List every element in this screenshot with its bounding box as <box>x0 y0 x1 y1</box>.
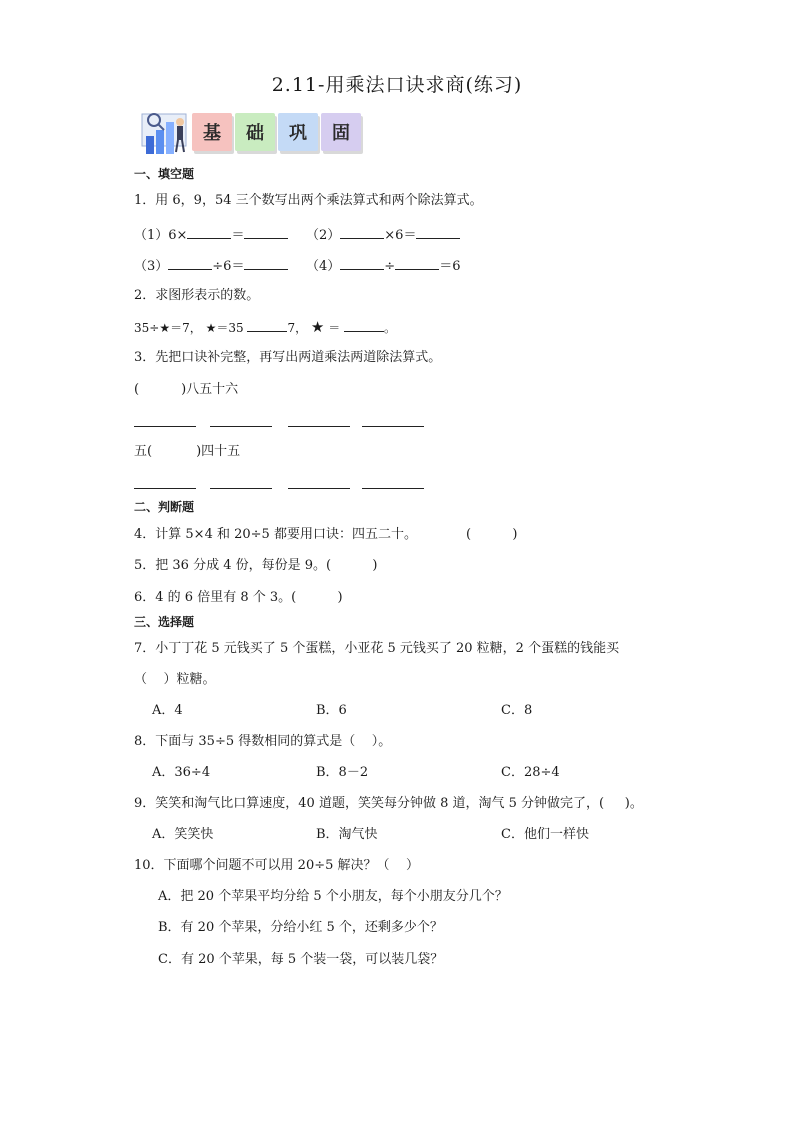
answer-line[interactable] <box>134 426 196 427</box>
question-7-stem-line-2: （ ）粒糖。 <box>134 672 216 687</box>
question-9-stem: 9．笑笑和淘气比口算速度，40 道题，笑笑每分钟做 8 道，淘气 5 分钟做完了，( )。 <box>134 796 643 811</box>
question-1-part-3 <box>134 257 288 275</box>
star-icon: ★ <box>205 321 217 335</box>
page-title: 2.11-用乘法口诀求商(练习) <box>271 74 523 96</box>
section-heading-true-false: 二、判断题 <box>134 500 195 514</box>
question-8-stem: 8．下面与 35÷5 得数相同的算式是（ ）。 <box>134 734 392 749</box>
q1-part4-prefix: （4） <box>306 259 341 274</box>
q1-part1-equals: ＝ <box>231 228 245 243</box>
banner-char-2: 础 <box>235 113 275 151</box>
q1-part4-suffix: ＝6 <box>439 259 461 274</box>
q1-part4-op: ÷ <box>384 259 396 274</box>
question-1-part-4 <box>306 257 460 275</box>
q1-part3-prefix: （3） <box>134 259 169 274</box>
question-1-part-1 <box>134 226 288 244</box>
question-7-stem-line-1: 7．小丁丁花 5 元钱买了 5 个蛋糕，小亚花 5 元钱买了 20 粒糖，2 个蛋糕的钱能买 <box>134 641 620 656</box>
section-banner <box>134 108 384 158</box>
question-1-part-2 <box>306 226 460 244</box>
q2-text-2: ＝7， <box>170 321 202 335</box>
student-at-board-icon <box>134 108 192 158</box>
q3-rhyme2-open: 五( <box>134 444 153 459</box>
answer-line[interactable] <box>288 488 350 489</box>
option-b[interactable]: B．6 <box>316 703 347 718</box>
answer-blank[interactable] <box>340 226 384 239</box>
section-heading-fill-in: 一、填空题 <box>134 167 195 181</box>
answer-line[interactable] <box>134 488 196 489</box>
option-c[interactable]: C．8 <box>501 703 533 718</box>
answer-blank[interactable] <box>168 257 212 270</box>
option-b[interactable]: B．有 20 个苹果，分给小红 5 个，还剩多少个？ <box>158 920 443 935</box>
banner-char-3: 巩 <box>278 113 318 151</box>
q3-rhyme1-open: ( <box>134 382 140 397</box>
answer-blank[interactable] <box>247 319 287 332</box>
q1-part1-prefix: （1）6× <box>134 228 188 243</box>
option-a[interactable]: A．36÷4 <box>152 765 211 780</box>
option-b[interactable]: B．8－2 <box>316 765 369 780</box>
answer-line[interactable] <box>362 488 424 489</box>
option-c[interactable]: C．28÷4 <box>501 765 560 780</box>
answer-blank[interactable] <box>344 319 384 332</box>
option-a[interactable]: A．把 20 个苹果平均分给 5 个小朋友，每个小朋友分几个？ <box>158 889 508 904</box>
answer-line[interactable] <box>362 426 424 427</box>
q2-text-4: 7， <box>287 321 308 335</box>
answer-line[interactable] <box>210 426 272 427</box>
question-3-rhyme-2 <box>134 444 240 460</box>
answer-blank[interactable] <box>244 257 288 270</box>
answer-paren[interactable]: ( ) <box>466 527 518 542</box>
answer-line[interactable] <box>210 488 272 489</box>
q3-rhyme2-close: )四十五 <box>196 444 241 459</box>
banner-char-1: 基 <box>192 113 232 151</box>
question-10-stem: 10．下面哪个问题不可以用 20÷5 解决？（ ） <box>134 858 420 873</box>
answer-blank[interactable] <box>244 226 288 239</box>
answer-line[interactable] <box>288 426 350 427</box>
star-icon: ★ <box>159 321 171 335</box>
star-icon: ★ <box>310 318 325 336</box>
question-3-stem: 3．先把口诀补完整，再写出两道乘法两道除法算式。 <box>134 350 442 365</box>
question-1-stem: 1．用 6，9，54 三个数写出两个乘法算式和两个除法算式。 <box>134 193 483 208</box>
q3-rhyme1-close: )八五十六 <box>181 382 239 397</box>
question-5-stem: 5．把 36 分成 4 份，每份是 9。( ) <box>134 558 378 573</box>
q1-part2-prefix: （2） <box>306 228 341 243</box>
question-6-stem: 6．4 的 6 倍里有 8 个 3。( ) <box>134 590 343 605</box>
question-4-stem: 4．计算 5×4 和 20÷5 都要用口诀：四五二十。 <box>134 527 417 542</box>
q2-text-6: 。 <box>384 321 397 335</box>
question-3-rhyme-1 <box>134 382 238 398</box>
section-heading-multiple-choice: 三、选择题 <box>134 615 195 629</box>
answer-blank[interactable] <box>416 226 460 239</box>
q2-text-5: ＝ <box>328 321 341 335</box>
banner-char-4: 固 <box>321 113 361 151</box>
option-c[interactable]: C．有 20 个苹果，每 5 个装一袋，可以装几袋？ <box>158 952 444 967</box>
question-2-expression <box>134 319 396 336</box>
q1-part2-op: ×6＝ <box>384 228 417 243</box>
q1-part3-op: ÷6＝ <box>212 259 245 274</box>
question-2-stem: 2．求图形表示的数。 <box>134 288 260 303</box>
answer-blank[interactable] <box>340 257 384 270</box>
q2-text-1: 35÷ <box>134 321 160 335</box>
option-c[interactable]: C．他们一样快 <box>501 827 589 842</box>
answer-blank[interactable] <box>395 257 439 270</box>
option-b[interactable]: B．淘气快 <box>316 827 378 842</box>
answer-blank[interactable] <box>187 226 231 239</box>
q2-text-3: ＝35 <box>216 321 244 335</box>
option-a[interactable]: A．4 <box>152 703 183 718</box>
option-a[interactable]: A．笑笑快 <box>152 827 214 842</box>
